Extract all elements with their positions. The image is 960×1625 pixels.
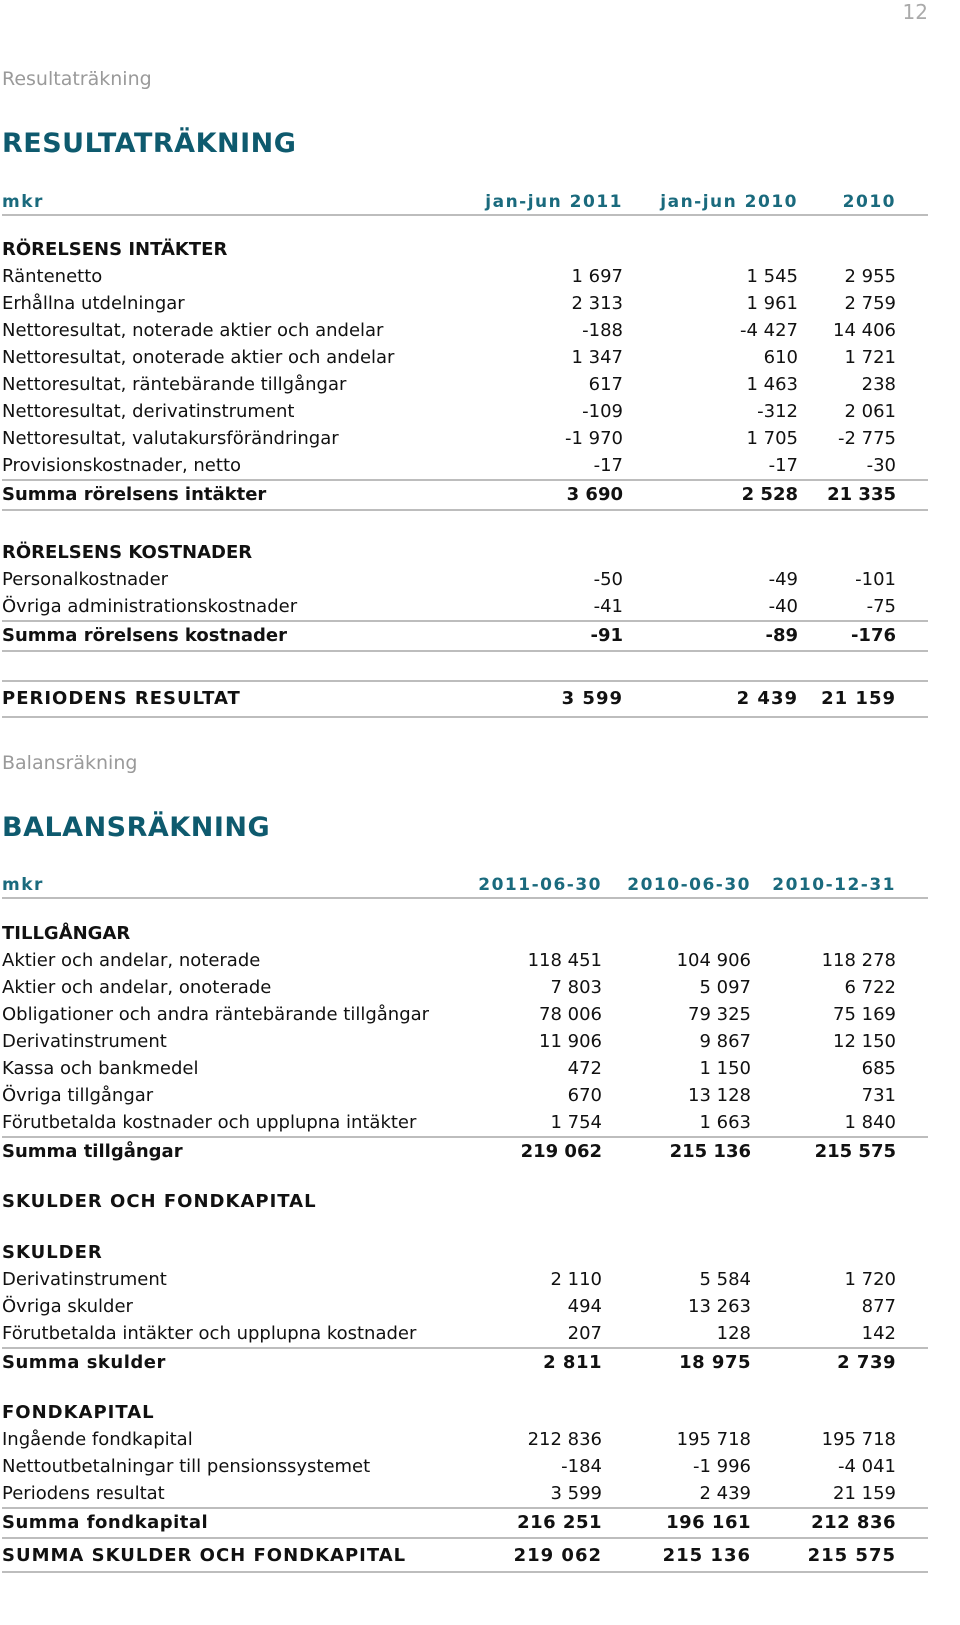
row-value: 2 061 [844, 401, 896, 422]
row-label: Periodens resultat [2, 1483, 165, 1504]
row-value: 215 575 [814, 1141, 896, 1162]
table-row [2, 371, 928, 398]
fund-capital-heading [2, 1399, 928, 1426]
row-label: Summa skulder [2, 1352, 166, 1373]
balance-col-3: 2010-12-31 [772, 875, 896, 895]
table-row [2, 1293, 928, 1320]
row-value: 5 584 [699, 1269, 751, 1290]
row-value: 215 136 [662, 1545, 751, 1566]
balance-col-2: 2010-06-30 [627, 875, 751, 895]
row-value: 1 705 [746, 428, 798, 449]
row-label: Nettoutbetalningar till pensionssystemet [2, 1456, 371, 1477]
row-value: -40 [768, 596, 798, 617]
row-value: 670 [567, 1085, 602, 1106]
row-label: PERIODENS RESULTAT [2, 688, 241, 709]
cost-total-row [2, 620, 928, 652]
row-value: -101 [855, 569, 896, 590]
row-value: 6 722 [844, 977, 896, 998]
row-value: 79 325 [688, 1004, 751, 1025]
table-row [2, 1266, 928, 1293]
row-label: Erhållna utdelningar [2, 293, 185, 314]
row-value: 212 836 [811, 1512, 896, 1533]
fund-capital-total-row [2, 1507, 928, 1539]
row-value: 75 169 [833, 1004, 896, 1025]
table-row [2, 593, 928, 620]
row-value: 472 [567, 1058, 602, 1079]
row-label: Nettoresultat, noterade aktier och andelar [2, 320, 384, 341]
income-col-unit: mkr [2, 192, 44, 212]
row-value: 3 690 [566, 484, 623, 505]
table-row [2, 1453, 928, 1480]
row-label: Nettoresultat, onoterade aktier och andelar [2, 347, 395, 368]
grand-total-row [2, 1539, 928, 1573]
row-value: 1 721 [844, 347, 896, 368]
row-label: TILLGÅNGAR [2, 923, 131, 944]
table-row [2, 344, 928, 371]
row-value: 610 [763, 347, 798, 368]
income-total-row [2, 479, 928, 511]
row-value: 1 663 [699, 1112, 751, 1133]
row-value: 196 161 [666, 1512, 751, 1533]
table-row [2, 1001, 928, 1028]
cost-group-heading [2, 539, 928, 566]
row-value: 1 545 [746, 266, 798, 287]
row-value: 1 961 [746, 293, 798, 314]
row-value: -17 [593, 455, 623, 476]
income-table [2, 188, 928, 718]
income-col-1: jan-jun 2011 [485, 192, 623, 212]
row-value: 216 251 [517, 1512, 602, 1533]
row-value: 207 [567, 1323, 602, 1344]
row-label: Summa fondkapital [2, 1512, 209, 1533]
row-value: 2 313 [571, 293, 623, 314]
table-row [2, 398, 928, 425]
row-value: -30 [866, 455, 896, 476]
row-value: -4 427 [739, 320, 798, 341]
row-value: -312 [757, 401, 798, 422]
page-number: 12 [902, 0, 928, 24]
row-value: 1 754 [550, 1112, 602, 1133]
row-value: 2 811 [543, 1352, 602, 1373]
row-value: -184 [561, 1456, 602, 1477]
assets-heading [2, 920, 928, 947]
row-value: 219 062 [513, 1545, 602, 1566]
row-label: Aktier och andelar, noterade [2, 950, 261, 971]
row-value: 2 759 [844, 293, 896, 314]
row-value: 1 697 [571, 266, 623, 287]
row-value: 685 [861, 1058, 896, 1079]
table-row [2, 263, 928, 290]
row-label: Personalkostnader [2, 569, 169, 590]
table-row [2, 425, 928, 452]
income-title: RESULTATRÄKNING [2, 128, 297, 159]
table-row [2, 317, 928, 344]
balance-col-1: 2011-06-30 [478, 875, 602, 895]
balance-title: BALANSRÄKNING [2, 812, 271, 843]
row-value: 2 528 [741, 484, 798, 505]
row-label: SKULDER [2, 1242, 103, 1263]
row-value: -188 [582, 320, 623, 341]
row-value: 195 718 [821, 1429, 896, 1450]
row-value: 128 [716, 1323, 751, 1344]
row-label: Övriga tillgångar [2, 1085, 154, 1106]
row-label: Derivatinstrument [2, 1031, 167, 1052]
row-value: -17 [768, 455, 798, 476]
row-value: 1 463 [746, 374, 798, 395]
liabilities-capital-heading [2, 1188, 928, 1215]
row-label: Provisionskostnader, netto [2, 455, 242, 476]
income-col-2: jan-jun 2010 [660, 192, 798, 212]
row-value: -1 996 [692, 1456, 751, 1477]
balance-col-unit: mkr [2, 875, 44, 895]
table-row [2, 1028, 928, 1055]
row-label: Ingående fondkapital [2, 1429, 193, 1450]
row-value: 2 439 [736, 688, 798, 709]
row-value: -176 [850, 625, 896, 646]
income-section-label: Resultaträkning [2, 68, 152, 90]
table-row [2, 1320, 928, 1347]
table-row [2, 452, 928, 479]
balance-header-row [2, 871, 928, 899]
balance-table [2, 871, 928, 1573]
row-value: 219 062 [520, 1141, 602, 1162]
row-label: Summa rörelsens kostnader [2, 625, 288, 646]
assets-total-row [2, 1136, 928, 1166]
row-value: -91 [590, 625, 623, 646]
row-value: 78 006 [539, 1004, 602, 1025]
row-value: 18 975 [679, 1352, 751, 1373]
row-label: Övriga administrationskostnader [2, 596, 298, 617]
row-value: 731 [861, 1085, 896, 1106]
row-value: 14 406 [833, 320, 896, 341]
row-value: 21 159 [833, 1483, 896, 1504]
row-label: RÖRELSENS KOSTNADER [2, 542, 253, 563]
table-row [2, 947, 928, 974]
row-label: Nettoresultat, valutakursförändringar [2, 428, 339, 449]
row-value: -41 [593, 596, 623, 617]
table-row [2, 290, 928, 317]
table-row [2, 974, 928, 1001]
table-row [2, 1480, 928, 1507]
row-label: FONDKAPITAL [2, 1402, 155, 1423]
row-value: 877 [861, 1296, 896, 1317]
row-value: 5 097 [699, 977, 751, 998]
row-label: Nettoresultat, räntebärande tillgångar [2, 374, 347, 395]
income-col-3: 2010 [842, 192, 896, 212]
row-value: -89 [765, 625, 798, 646]
row-label: Summa tillgångar [2, 1141, 183, 1162]
row-value: 2 739 [837, 1352, 896, 1373]
row-value: 13 128 [688, 1085, 751, 1106]
row-label: Derivatinstrument [2, 1269, 167, 1290]
table-row [2, 1082, 928, 1109]
row-value: 617 [588, 374, 623, 395]
row-label: Övriga skulder [2, 1296, 133, 1317]
row-label: Kassa och bankmedel [2, 1058, 199, 1079]
row-value: 11 906 [539, 1031, 602, 1052]
row-value: 238 [861, 374, 896, 395]
row-value: 1 840 [844, 1112, 896, 1133]
row-label: Summa rörelsens intäkter [2, 484, 267, 505]
balance-section-label: Balansräkning [2, 752, 138, 774]
liabilities-total-row [2, 1347, 928, 1377]
row-value: -109 [582, 401, 623, 422]
row-value: -2 775 [837, 428, 896, 449]
row-label: RÖRELSENS INTÄKTER [2, 239, 228, 260]
row-value: 1 150 [699, 1058, 751, 1079]
table-row [2, 1426, 928, 1453]
row-label: Förutbetalda intäkter och upplupna kostnader [2, 1323, 417, 1344]
income-group-heading [2, 236, 928, 263]
row-label: Förutbetalda kostnader och upplupna intäkter [2, 1112, 417, 1133]
row-value: 1 347 [571, 347, 623, 368]
row-value: 3 599 [550, 1483, 602, 1504]
row-value: -4 041 [837, 1456, 896, 1477]
liabilities-heading [2, 1239, 928, 1266]
row-value: 2 110 [550, 1269, 602, 1290]
row-value: -49 [768, 569, 798, 590]
row-value: 1 720 [844, 1269, 896, 1290]
row-value: 2 439 [699, 1483, 751, 1504]
row-value: 494 [567, 1296, 602, 1317]
table-row [2, 566, 928, 593]
row-value: 142 [861, 1323, 896, 1344]
row-value: 3 599 [561, 688, 623, 709]
row-value: 9 867 [699, 1031, 751, 1052]
row-label: Räntenetto [2, 266, 103, 287]
row-value: 13 263 [688, 1296, 751, 1317]
row-value: 21 159 [821, 688, 896, 709]
row-value: -50 [593, 569, 623, 590]
row-value: 215 136 [669, 1141, 751, 1162]
period-result-row [2, 680, 928, 718]
row-value: 21 335 [827, 484, 896, 505]
row-label: Aktier och andelar, onoterade [2, 977, 272, 998]
row-value: -75 [866, 596, 896, 617]
row-value: 118 451 [527, 950, 602, 971]
row-value: 212 836 [527, 1429, 602, 1450]
row-label: Nettoresultat, derivatinstrument [2, 401, 295, 422]
row-value: 12 150 [833, 1031, 896, 1052]
row-value: 7 803 [550, 977, 602, 998]
row-value: -1 970 [564, 428, 623, 449]
row-value: 2 955 [844, 266, 896, 287]
income-header-row [2, 188, 928, 216]
table-row [2, 1055, 928, 1082]
table-row [2, 1109, 928, 1136]
row-value: 104 906 [676, 950, 751, 971]
row-label: SUMMA SKULDER OCH FONDKAPITAL [2, 1545, 407, 1566]
row-value: 195 718 [676, 1429, 751, 1450]
row-value: 118 278 [821, 950, 896, 971]
row-label: SKULDER OCH FONDKAPITAL [2, 1191, 317, 1212]
row-label: Obligationer och andra räntebärande tillgångar [2, 1004, 430, 1025]
row-value: 215 575 [807, 1545, 896, 1566]
